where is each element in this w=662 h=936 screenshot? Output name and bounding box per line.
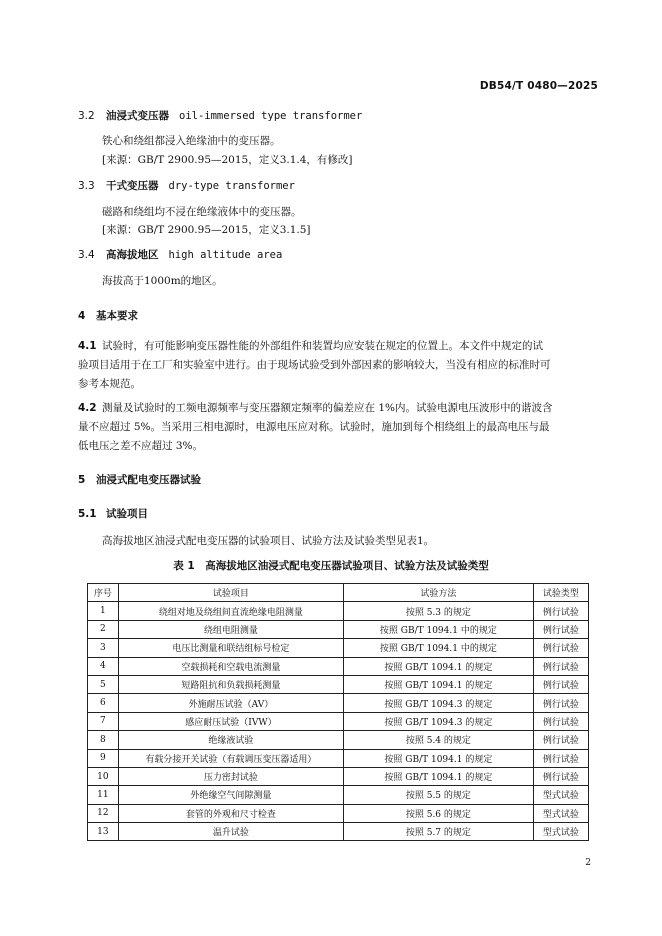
cell-method: 按照 5.6 的规定 [344, 804, 534, 822]
cell-method: 按照 GB/T 1094.1 中的规定 [344, 639, 534, 657]
table-row [88, 731, 589, 749]
term-chinese: 高海拔地区 [106, 249, 159, 261]
clause-number: 5.1 [78, 508, 97, 520]
paragraph-4-2 [78, 399, 598, 456]
section-number: 5 [78, 474, 86, 486]
cell-type: 例行试验 [533, 602, 588, 620]
cell-seq: 7 [88, 712, 119, 730]
cell-type: 例行试验 [533, 639, 588, 657]
cell-item: 空载损耗和空载电流测量 [118, 657, 343, 675]
cell-method: 按照 5.5 的规定 [344, 786, 534, 804]
paragraph-line: 验项目适用于在工厂和实验室中进行。由于现场试验受到外部因素的影响较大，当没有相应的标准时可 [78, 359, 551, 371]
header-item: 试验项目 [118, 584, 343, 602]
cell-item: 短路阻抗和负载损耗测量 [118, 675, 343, 693]
cell-item: 压力密封试验 [118, 767, 343, 785]
table-row [88, 786, 589, 804]
cell-method: 按照 GB/T 1094.3 的规定 [344, 694, 534, 712]
subsection-title: 试验项目 [106, 508, 148, 520]
term-chinese: 干式变压器 [106, 180, 159, 192]
cell-type: 例行试验 [533, 712, 588, 730]
table-row [88, 602, 589, 620]
cell-seq: 12 [88, 804, 119, 822]
section-4-heading [78, 308, 138, 323]
cell-type: 例行试验 [533, 749, 588, 767]
clause-number: 4.1 [78, 340, 97, 352]
term-english: oil-immersed type transformer [179, 110, 363, 122]
term-3-2-heading [78, 108, 362, 123]
header-type: 试验类型 [533, 584, 588, 602]
section-title: 基本要求 [96, 310, 138, 322]
cell-item: 套管的外观和尺寸检查 [118, 804, 343, 822]
section-number: 4 [78, 310, 86, 322]
table-row [88, 675, 589, 693]
term-3-3-definition: 磁路和绕组均不浸在绝缘液体中的变压器。 [102, 206, 302, 218]
section-title: 油浸式配电变压器试验 [96, 474, 201, 486]
term-english: dry-type transformer [168, 180, 295, 192]
cell-type: 例行试验 [533, 675, 588, 693]
paragraph-line: 参考本规范。 [78, 378, 141, 390]
table-header-row [88, 584, 589, 602]
paragraph-line: 测量及试验时的工频电源频率与变压器额定频率的偏差应在 1%内。试验电源电压波形中的谐波含 [102, 402, 553, 414]
clause-number: 3.4 [78, 249, 95, 261]
section-5-heading [78, 472, 201, 487]
header-method: 试验方法 [344, 584, 534, 602]
cell-item: 绕组电阻测量 [118, 620, 343, 638]
term-3-3-source: [来源：GB/T 2900.95—2015，定义3.1.5] [102, 224, 311, 236]
term-3-3-heading [78, 178, 295, 193]
table-row [88, 712, 589, 730]
table-row [88, 823, 589, 841]
table-row [88, 620, 589, 638]
cell-seq: 2 [88, 620, 119, 638]
table-caption: 表 1 高海拔地区油浸式配电变压器试验项目、试验方法及试验类型 [173, 560, 489, 572]
paragraph-4-1 [78, 337, 598, 394]
term-3-4-definition: 海拔高于1000m的地区。 [102, 275, 223, 287]
paragraph-line: 量不应超过 5%。当采用三相电源时，电源电压应对称。试验时，施加到每个相绕组上的最高电压与最 [78, 421, 550, 433]
cell-seq: 4 [88, 657, 119, 675]
cell-seq: 5 [88, 675, 119, 693]
term-chinese: 油浸式变压器 [106, 110, 169, 122]
table-row [88, 767, 589, 785]
document-code: DB54/T 0480—2025 [479, 80, 598, 92]
header-seq: 序号 [88, 584, 119, 602]
cell-method: 按照 GB/T 1094.1 的规定 [344, 675, 534, 693]
cell-type: 型式试验 [533, 804, 588, 822]
cell-method: 按照 GB/T 1094.1 的规定 [344, 767, 534, 785]
cell-type: 型式试验 [533, 823, 588, 841]
page-number: 2 [585, 858, 591, 868]
paragraph-line: 试验时，有可能影响变压器性能的外部组件和装置均应安装在规定的位置上。本文件中规定的试 [102, 340, 543, 352]
table-intro: 高海拔地区油浸式配电变压器的试验项目、试验方法及试验类型见表1。 [102, 535, 435, 547]
cell-item: 外绝缘空气间隙测量 [118, 786, 343, 804]
cell-type: 例行试验 [533, 767, 588, 785]
cell-item: 绕组对地及绕组间直流绝缘电阻测量 [118, 602, 343, 620]
cell-type: 例行试验 [533, 620, 588, 638]
cell-type: 例行试验 [533, 694, 588, 712]
cell-item: 有载分接开关试验（有载调压变压器适用） [118, 749, 343, 767]
term-english: high altitude area [168, 249, 283, 261]
test-items-table [87, 583, 589, 841]
cell-seq: 9 [88, 749, 119, 767]
cell-seq: 10 [88, 767, 119, 785]
table-row [88, 694, 589, 712]
cell-method: 按照 5.7 的规定 [344, 823, 534, 841]
table-row [88, 639, 589, 657]
table-row [88, 749, 589, 767]
cell-item: 外施耐压试验（AV） [118, 694, 343, 712]
table-row [88, 804, 589, 822]
cell-method: 按照 GB/T 1094.1 中的规定 [344, 620, 534, 638]
cell-type: 例行试验 [533, 657, 588, 675]
cell-seq: 3 [88, 639, 119, 657]
cell-method: 按照 GB/T 1094.1 的规定 [344, 749, 534, 767]
cell-method: 按照 5.4 的规定 [344, 731, 534, 749]
subsection-5-1-heading [78, 506, 148, 521]
cell-seq: 8 [88, 731, 119, 749]
cell-item: 绝缘液试验 [118, 731, 343, 749]
clause-number: 3.3 [78, 180, 95, 192]
paragraph-line: 低电压之差不应超过 3%。 [78, 440, 203, 452]
cell-seq: 11 [88, 786, 119, 804]
cell-item: 温升试验 [118, 823, 343, 841]
clause-number: 3.2 [78, 110, 95, 122]
cell-item: 电压比测量和联结组标号检定 [118, 639, 343, 657]
cell-type: 例行试验 [533, 731, 588, 749]
term-3-2-source: [来源：GB/T 2900.95—2015，定义3.1.4，有修改] [102, 154, 353, 166]
cell-seq: 1 [88, 602, 119, 620]
table-row [88, 657, 589, 675]
cell-seq: 13 [88, 823, 119, 841]
cell-type: 型式试验 [533, 786, 588, 804]
term-3-2-definition: 铁心和绕组都浸入绝缘油中的变压器。 [102, 135, 281, 147]
cell-method: 按照 GB/T 1094.1 的规定 [344, 657, 534, 675]
term-3-4-heading [78, 247, 282, 262]
cell-item: 感应耐压试验（IVW） [118, 712, 343, 730]
cell-method: 按照 GB/T 1094.3 的规定 [344, 712, 534, 730]
cell-seq: 6 [88, 694, 119, 712]
cell-method: 按照 5.3 的规定 [344, 602, 534, 620]
clause-number: 4.2 [78, 402, 97, 414]
